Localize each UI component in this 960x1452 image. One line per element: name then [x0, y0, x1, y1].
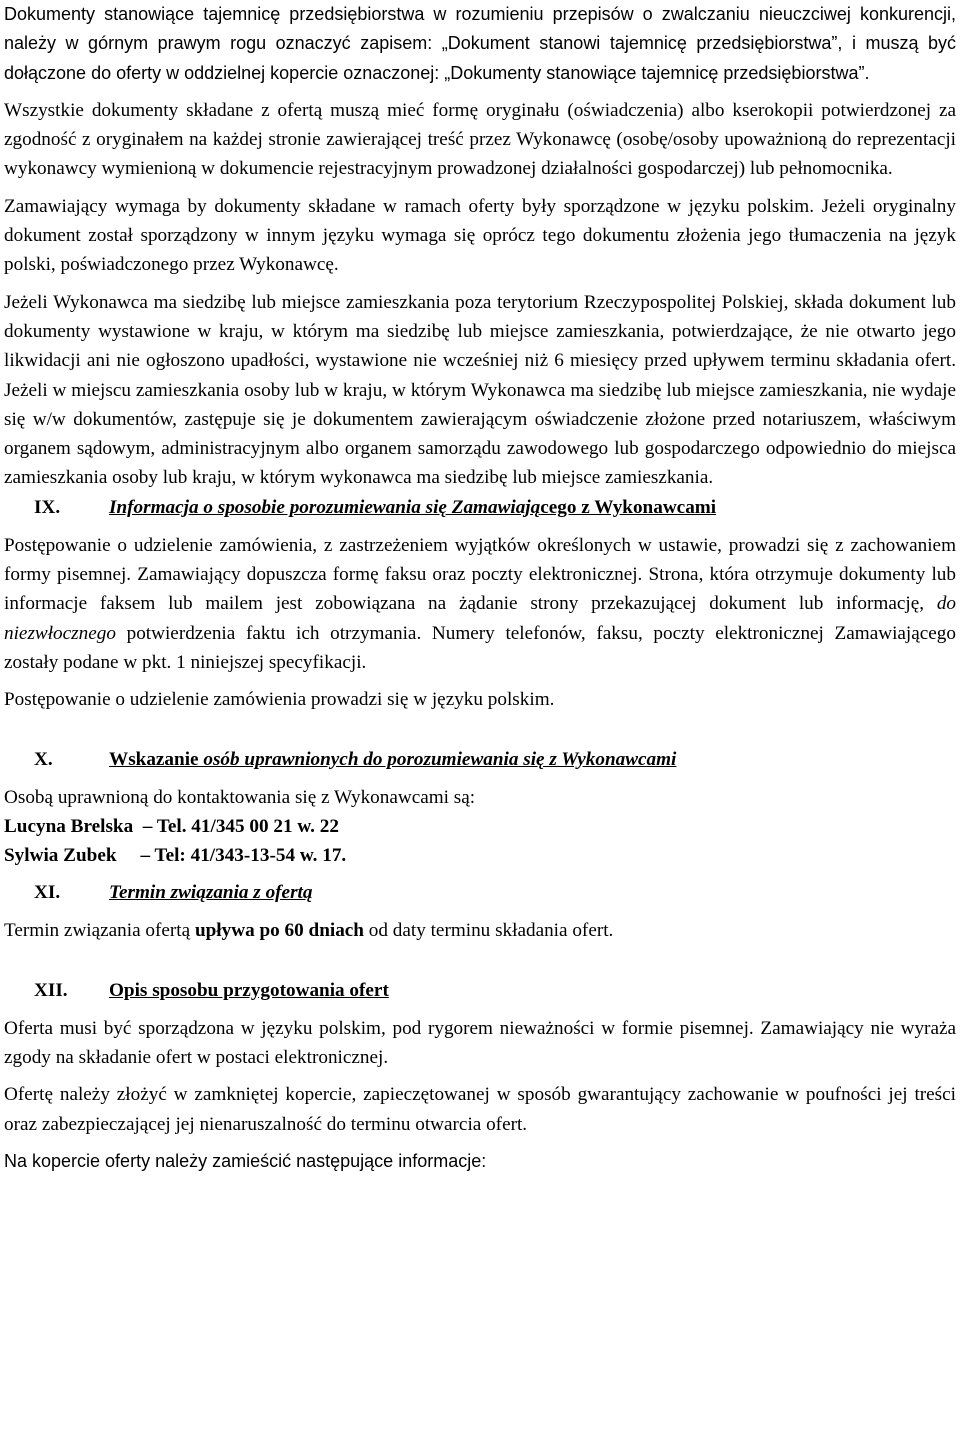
- paragraph-envelope: Ofertę należy złożyć w zamkniętej kopercie, zapieczętowanej w sposób gwarantujący zachowanie w poufności jej treści oraz zabezpieczającej jej nienaruszalność do terminu otwarcia ofert.: [4, 1084, 956, 1135]
- section-number: XII.: [34, 979, 68, 1001]
- paragraph-language-requirement: Zamawiający wymaga by dokumenty składane w ramach oferty były sporządzone w języku polskim. Jeżeli oryginalny dokument został sporządzony w innym języku wymaga się oprócz tego dokumentu złożenia jego tłumaczenia na język polski, poświadczonego przez Wykonawcę.: [4, 195, 956, 276]
- paragraph-procedure-language: Postępowanie o udzielenie zamówienia prowadzi się w języku polskim.: [4, 689, 555, 711]
- paragraph-foreign-contractor: Jeżeli Wykonawca ma siedzibę lub miejsce zamieszkania poza terytorium Rzeczypospolitej Polskiej, składa dokument lub dokumenty wystawione w kraju, w którym ma siedzibę lub miejsce zamieszkania, potwierdzające, że nie otwarto jego likwidacji ani nie ogłoszono upadłości, wystawione nie wcześniej niż 6 miesięcy przed upływem terminu składania ofert. Jeżeli w miejscu zamieszkania osoby lub w kraju, w którym Wykonawca ma siedzibę lub miejsce zamieszkania, nie wydaje się w/w dokumentów, zastępuje się je dokumentem zawierającym oświadczenie złożone przed notariuszem, właściwym organem sądowym, administracyjnym albo organem samorządu zawodowego lub gospodarczego odpowiednio do miejsca zamieszkania osoby lub kraju, w którym wykonawca ma siedzibę lub miejsce zamieszkania.: [4, 291, 956, 489]
- section-heading-xi: [4, 878, 956, 908]
- contact-person-1: Lucyna Brelska – Tel. 41/345 00 21 w. 22: [4, 815, 339, 837]
- section-heading-xii: [4, 976, 956, 1006]
- section-number: X.: [34, 748, 53, 770]
- paragraph-trade-secret: Dokumenty stanowiące tajemnicę przedsiębiorstwa w rozumieniu przepisów o zwalczaniu nieuczciwej konkurencji, należy w górnym prawym rogu oznaczyć zapisem: „Dokument stanowi tajemnicę przedsiębiorstwa”, i muszą być dołączone do oferty w oddzielnej kopercie oznaczonej: „Dokumenty stanowiące tajemnicę przedsiębiorstwa”.: [4, 4, 956, 83]
- section-heading-x: [4, 745, 956, 775]
- paragraph-communication: Postępowanie o udzielenie zamówienia, z zastrzeżeniem wyjątków określonych w ustawie, prowadzi się z zachowaniem formy pisemnej. Zamawiający dopuszcza formę faksu oraz poczty elektronicznej. Strona, która otrzymuje dokumenty lub informacje faksem lub mailem jest zobowiązana na żądanie strony przekazującej dokument lub informację, do niezwłocznego potwierdzenia faktu ich otrzymania. Numery telefonów, faksu, poczty elektronicznej Zamawiającego zostały podane w pkt. 1 niniejszej specyfikacji.: [4, 534, 957, 673]
- section-title: Wskazanie osób uprawnionych do porozumiewania się z Wykonawcami: [109, 748, 677, 770]
- document-page: [4, 0, 956, 1176]
- paragraph-binding-period: Termin związania ofertą upływa po 60 dniach od daty terminu składania ofert.: [4, 920, 614, 942]
- paragraph-envelope-info: Na kopercie oferty należy zamieścić następujące informacje:: [4, 1150, 487, 1171]
- paragraph-contact-persons: Osobą uprawnioną do kontaktowania się z Wykonawcami są:: [4, 786, 476, 808]
- section-title: Informacja o sposobie porozumiewania się Zamawiającego z Wykonawcami: [109, 496, 717, 518]
- section-number: IX.: [34, 496, 61, 518]
- section-title: Termin związania z ofertą: [109, 882, 313, 904]
- section-heading-ix: [4, 493, 956, 523]
- paragraph-document-form: Wszystkie dokumenty składane z ofertą muszą mieć formę oryginału (oświadczenia) albo kserokopii potwierdzonej za zgodność z oryginałem na każdej stronie zawierającej treść przez Wykonawcę (osobę/osoby upoważnioną do reprezentacji wykonawcy wymienioną w dokumencie rejestracyjnym prowadzonej działalności gospodarczej) lub pełnomocnika.: [4, 99, 956, 180]
- contact-person-2: Sylwia Zubek – Tel: 41/343-13-54 w. 17.: [4, 845, 347, 867]
- paragraph-offer-form: Oferta musi być sporządzona w języku polskim, pod rygorem nieważności w formie pisemnej. Zamawiający nie wyraża zgody na składanie ofert w postaci elektronicznej.: [4, 1017, 956, 1069]
- section-title: Opis sposobu przygotowania ofert: [109, 979, 389, 1001]
- section-number: XI.: [34, 882, 61, 904]
